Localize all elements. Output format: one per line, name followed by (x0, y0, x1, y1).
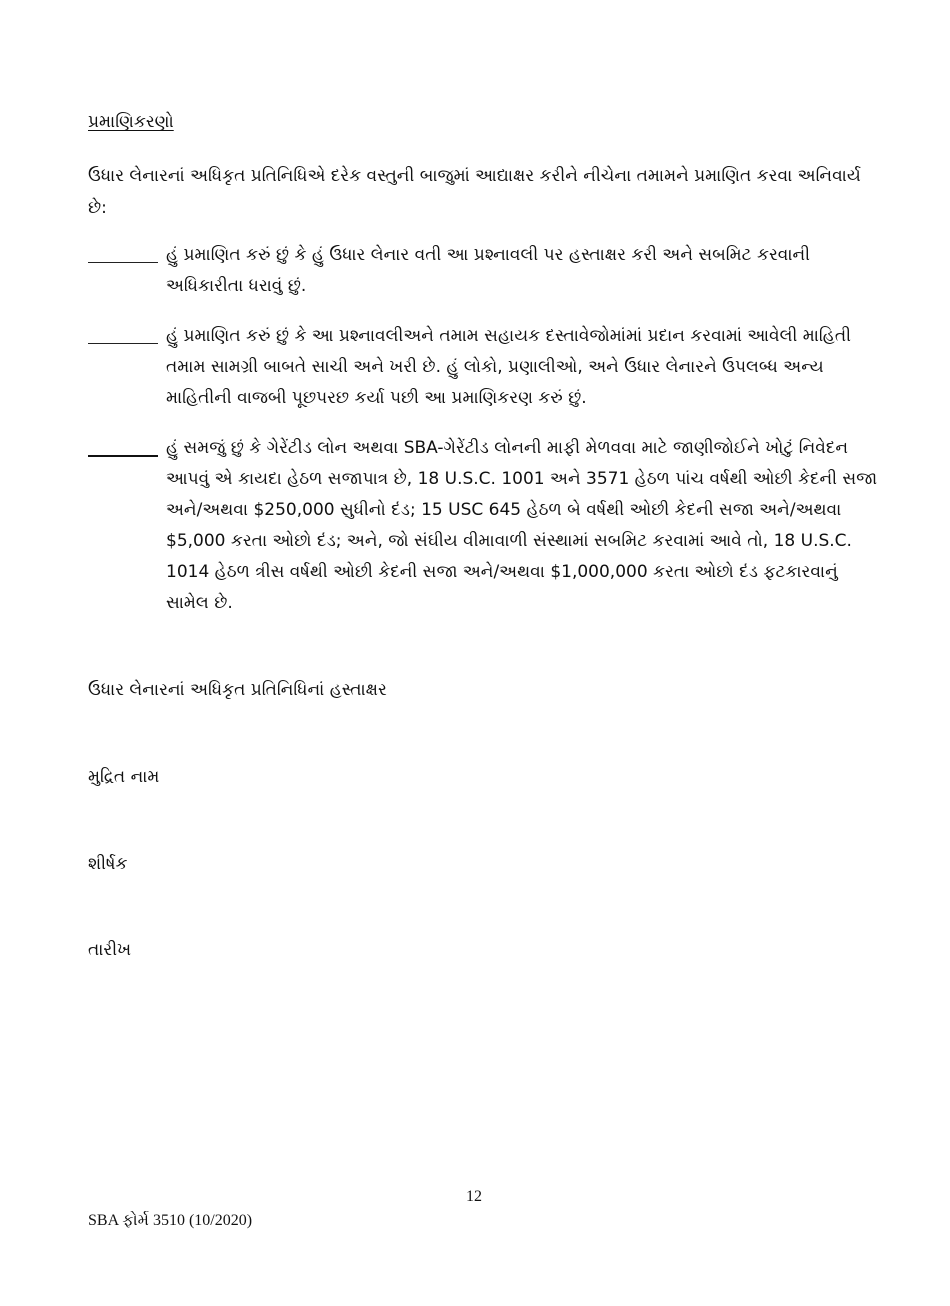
date-label: તારીખ (88, 940, 132, 960)
title-label: શીર્ષક (88, 854, 128, 874)
certification-item (88, 240, 878, 302)
page-number: 12 (466, 1188, 482, 1205)
initials-blank-line[interactable] (88, 455, 158, 457)
certification-item (88, 321, 878, 414)
initials-blank-line[interactable] (88, 262, 158, 263)
certification-item (88, 433, 878, 619)
initials-blank-line[interactable] (88, 343, 158, 344)
signature-label: ઉધાર લેનારનાં અધિકૃત પ્રતિનિધિનાં હસ્તાક્ષર (88, 680, 387, 700)
printed-name-label: મુદ્રિત નામ (88, 767, 160, 787)
section-heading: પ્રમાણિકરણો (88, 112, 174, 132)
intro-paragraph: ઉધાર લેનારનાં અધિકૃત પ્રતિનિધિએ દરેક વસ્તુની બાજુમાં આદ્યાક્ષર કરીને નીચેના તમામને પ્રમાણિત કરવા અનિવાર્ય છે: (88, 166, 861, 218)
certification-text: હું પ્રમાણિત કરું છું કે આ પ્રશ્નાવલીઅને તમામ સહાયક દસ્તાવેજોમાંમાં પ્રદાન કરવામાં આવેલી માહિતી તમામ સામગ્રી બાબતે સાચી અને ખરી છે. હું લોકો, પ્રણાલીઓ, અને ઉધાર લેનારને ઉપલબ્ધ અન્ય માહિતીની વાજબી પૂછપરછ કર્યા પછી આ પ્રમાણિકરણ કરું છું. (166, 326, 851, 408)
form-footer: SBA ફોર્મ 3510 (10/2020) (88, 1212, 253, 1229)
certification-text: હું સમજું છું કે ગેરેંટીડ લોન અથવા SBA-ગેરેંટીડ લોનની માફી મેળવવા માટે જાણીજોઈને ખોટું નિવેદન આપવું એ કાયદા હેઠળ સજાપાત્ર છે, 18 U.S.C. 1001 અને 3571 હેઠળ પાંચ વર્ષથી ઓછી કેદની સજા અને/અથવા $250,000 સુધીનો દંડ; 15 USC 645 હેઠળ બે વર્ષથી ઓછી કેદની સજા અને/અથવા $5,000 કરતા ઓછો દંડ; અને, જો સંઘીય વીમાવાળી સંસ્થામાં સબમિટ કરવામાં આવે તો, 18 U.S.C. 1014 હેઠળ ત્રીસ વર્ષથી ઓછી કેદની સજા અને/અથવા $1,000,000 કરતા ઓછો દંડ ફટકારવાનું સામેલ છે. (166, 438, 878, 613)
certification-text: હું પ્રમાણિત કરું છું કે હું ઉધાર લેનાર વતી આ પ્રશ્નાવલી પર હસ્તાક્ષર કરી અને સબમિટ કરવાની અધિકારીતા ધરાવું છું. (166, 245, 811, 296)
